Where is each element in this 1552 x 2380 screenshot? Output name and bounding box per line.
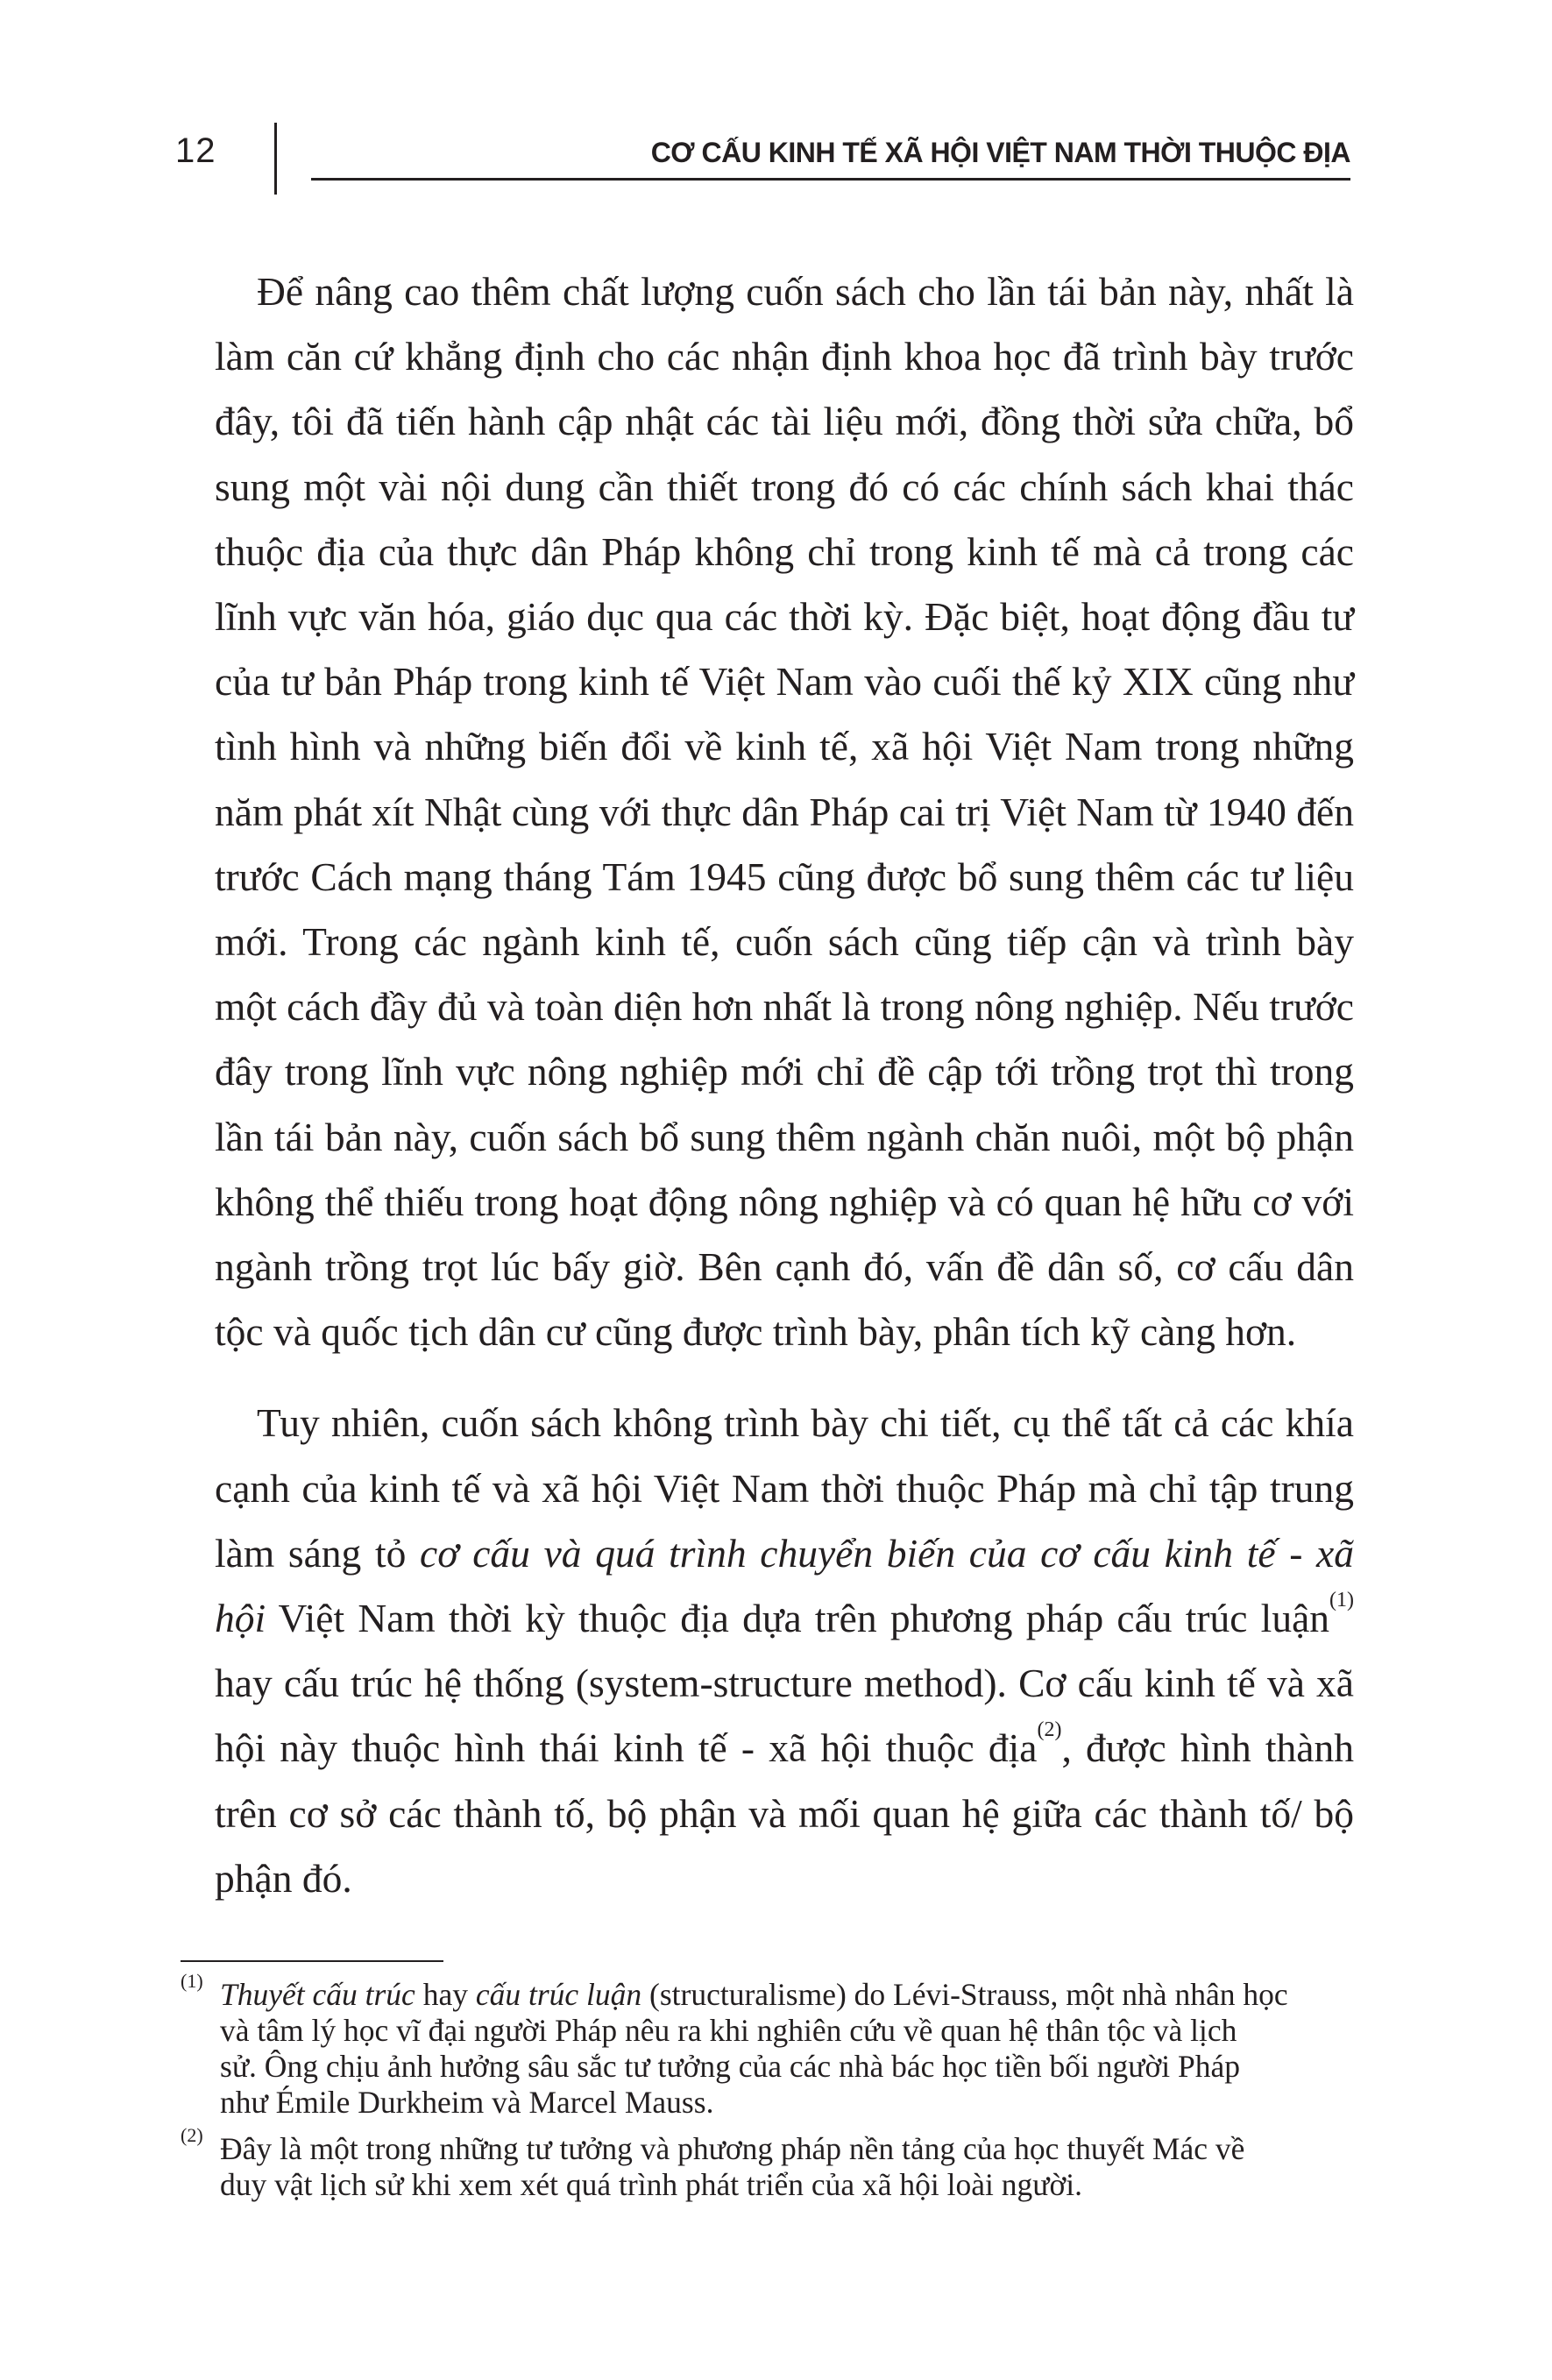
footnote-2-line-2: duy vật lịch sử khi xem xét quá trình phát triển của xã hội loài người. — [220, 2167, 1082, 2202]
footnote-2 — [181, 2124, 1355, 2203]
footnote-1-marker: (1) — [181, 1970, 203, 1992]
header-vertical-divider — [274, 123, 277, 195]
paragraph-2-italic: cơ cấu và quá trình chuyển biến của cơ cấu kinh tế - xã hội — [215, 1530, 1354, 1641]
footnote-1-line-2: và tâm lý học vĩ đại người Pháp nêu ra khi nghiên cứu về quan hệ thân tộc và lịch — [220, 2013, 1237, 2048]
paragraph-2-part-2: Việt Nam thời kỳ thuộc địa dựa trên phương pháp cấu trúc luận — [266, 1596, 1330, 1641]
footnote-2-line-1: Đây là một trong những tư tưởng và phương pháp nền tảng của học thuyết Mác về — [220, 2131, 1245, 2166]
running-title: CƠ CẤU KINH TẾ XÃ HỘI VIỆT NAM THỜI THUỘC ĐỊA — [650, 137, 1350, 168]
paragraph-2-part-3: hay cấu trúc hệ thống (system-structure method). Cơ cấu kinh tế và xã hội này thuộc hình thái kinh tế - xã hội thuộc địa — [215, 1661, 1354, 1771]
footnote-1-line-3: sử. Ông chịu ảnh hưởng sâu sắc tư tưởng của các nhà bác học tiền bối người Pháp — [220, 2049, 1240, 2084]
page-number: 12 — [175, 131, 216, 170]
footnote-1-term-a: Thuyết cấu trúc — [220, 1977, 415, 2012]
paragraph-2-part-1: Tuy nhiên, cuốn sách không trình bày chi tiết, cụ thể tất cả các khía cạnh của kinh tế và xã hội Việt Nam thời thuộc Pháp mà chỉ tập trung làm sáng tỏ — [215, 1400, 1354, 1576]
footnote-ref-2: (2) — [1037, 1718, 1062, 1742]
header-rule — [311, 178, 1350, 181]
footnote-1-term-b: cấu trúc luận — [475, 1977, 642, 2012]
footnotes — [181, 1970, 1355, 2203]
paragraph-2 — [215, 1391, 1354, 1911]
paragraph-2-part-4: , được hình thành trên cơ sở các thành tố, bộ phận và mối quan hệ giữa các thành tố/ bộ phận đó. — [215, 1725, 1354, 1901]
footnote-1 — [181, 1970, 1355, 2121]
footnote-ref-1: (1) — [1329, 1589, 1354, 1612]
footnote-1-text-a: hay — [415, 1977, 476, 2012]
paragraph-1: Để nâng cao thêm chất lượng cuốn sách cho lần tái bản này, nhất là làm căn cứ khẳng định cho các nhận định khoa học đã trình bày trước đây, tôi đã tiến hành cập nhật các tài liệu mới, đồng thời sửa chữa, bổ sung một vài nội dung cần thiết trong đó có các chính sách khai thác thuộc địa của thực dân Pháp không chỉ trong kinh tế mà cả trong các lĩnh vực văn hóa, giáo dục qua các thời kỳ. Đặc biệt, hoạt động đầu tư của tư bản Pháp trong kinh tế Việt Nam vào cuối thế kỷ XIX cũng như tình hình và những biến đổi về kinh tế, xã hội Việt Nam trong những năm phát xít Nhật cùng với thực dân Pháp cai trị Việt Nam từ 1940 đến trước Cách mạng tháng Tám 1945 cũng được bổ sung thêm các tư liệu mới. Trong các ngành kinh tế, cuốn sách cũng tiếp cận và trình bày một cách đầy đủ và toàn diện hơn nhất là trong nông nghiệp. Nếu trước đây trong lĩnh vực nông nghiệp mới chỉ đề cập tới trồng trọt thì trong lần tái bản này, cuốn sách bổ sung thêm ngành chăn nuôi, một bộ phận không thể thiếu trong hoạt động nông nghiệp và có quan hệ hữu cơ với ngành trồng trọt lúc bấy giờ. Bên cạnh đó, vấn đề dân số, cơ cấu dân tộc và quốc tịch dân cư cũng được trình bày, phân tích kỹ càng hơn. — [215, 269, 1354, 1355]
footnote-2-marker: (2) — [181, 2124, 203, 2146]
footnote-1-line-1 — [220, 1977, 1355, 2013]
footnote-1-line-4: như Émile Durkheim và Marcel Mauss. — [220, 2085, 714, 2120]
body-text — [215, 259, 1354, 1911]
footnote-rule — [181, 1960, 443, 1962]
footnote-1-text-b: (structuralisme) do Lévi-Strauss, một nhà nhân học — [641, 1977, 1288, 2012]
